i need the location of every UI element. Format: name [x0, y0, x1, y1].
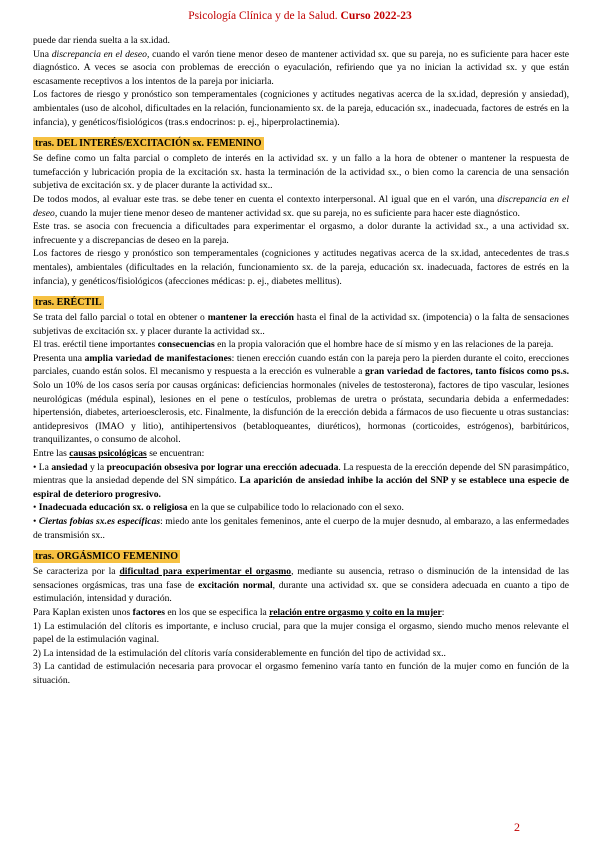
text-span: Se caracteriza por la — [33, 566, 120, 578]
s3-paragraph-1 — [33, 565, 569, 606]
s1-paragraph-3: Este tras. se asocia con frecuencia a dificultades para experimentar el orgasmo, a dolor durante la actividad sx., a una actividad sx. infrecuente y a discrepancias de deseo en la pareja. — [33, 221, 569, 246]
bold-text: Inadecuada educación sx. o religiosa — [38, 502, 188, 514]
bold-text: ansiedad — [51, 461, 88, 473]
bold-text: mantener la erección — [207, 312, 294, 324]
intro-paragraph-3: Los factores de riesgo y pronóstico son temperamentales (cogniciones y actitudes negativas acerca de la sx.idad, depresión y ansiedad), ambientales (uso de alcohol, dificultades en la relación, funcionamiento sx. de la pareja, educación sx., inadecuada, factores de estrés en la infancia), y genéticos/fisiológicos (tras.s endocrinos: p. ej., hiperprolactinemia). — [33, 89, 569, 128]
text-span: en los que se especifica la — [164, 606, 270, 618]
text-span: Una — [33, 48, 52, 60]
bold-text: gran variedad de factores, tanto físicos como ps.s. — [365, 366, 569, 378]
text-span: en la propia valoración que el hombre hace de sí mismo y en las relaciones de la pareja. — [214, 339, 554, 351]
s1-paragraph-2 — [33, 193, 569, 220]
emphasis-text: discrepancia en el deseo — [51, 48, 147, 60]
s2-paragraph-1 — [33, 311, 569, 338]
text-span: : miedo ante los genitales femeninos, ante el cuerpo de la mujer desnudo, al embarazo, a las enfermedades de transmisión sx.. — [33, 516, 569, 541]
bold-text: excitación normal — [198, 579, 273, 591]
bold-text: preocupación obsesiva por lograr una erección adecuada — [106, 461, 339, 473]
s3-list-item-3: 3) La cantidad de estimulación necesaria para provocar el orgasmo femenino varía tanto en función de la mujer como en función de la situación. — [33, 661, 569, 686]
text-span: Presenta una — [33, 352, 85, 364]
text-span: . La respuesta de la erección depende del SN parasimpático, mientras que la ansiedad depende del SN simpático. — [33, 461, 569, 487]
text-span: , cuando el varón tiene menor deseo de mantener actividad sx. que su pareja, no es suficiente para hacer este diagnóstico. A veces se asocia con problemas de erección o eyaculación, refiriendo que ya no inician la actividad sx. y que están escasamente receptivos a los intentos de la pareja por iniciarla. — [33, 48, 570, 87]
s2-bullet-1 — [33, 461, 569, 502]
s2-bullet-2 — [33, 501, 569, 515]
text-span: Se trata del fallo parcial o total en obtener o — [33, 312, 208, 324]
bold-text: consecuencias — [157, 339, 215, 351]
s3-list-item-1: 1) La estimulación del clítoris es importante, e incluso crucial, para que la mujer consiga el orgasmo, siendo mucho menos relevante el papel de la estimulación vaginal. — [33, 620, 569, 646]
text-span: El tras. eréctil tiene importantes — [33, 339, 158, 351]
text-span: se encuentran: — [146, 448, 205, 460]
document-body — [33, 34, 569, 688]
bold-underlined-text: dificultad para experimentar el orgasmo — [119, 566, 292, 578]
text-span: • La — [33, 461, 52, 473]
s2-bullet-3 — [33, 515, 569, 542]
text-span: • — [33, 502, 39, 514]
text-span: en la que se culpabilice todo lo relacionado con el sexo. — [187, 502, 404, 514]
text-span: Entre las — [33, 448, 70, 460]
section-heading-orgasmico-femenino: tras. ORGÁSMICO FEMENINO — [35, 551, 179, 563]
header-title: Psicología Clínica y de la Salud. — [188, 10, 338, 22]
intro-paragraph-1: puede dar rienda suelta a la sx.idad. — [33, 35, 170, 46]
text-span: , mediante su ausencia, retraso o disminución de la intensidad de las sensaciones orgásmicas, tras una fase de — [33, 566, 569, 591]
s1-paragraph-4: Los factores de riesgo y pronóstico son temperamentales (cogniciones y actitudes negativas acerca de la sx.idad, antecedentes de tras.s mentales), ambientales (dificultades en la relación, funcionamiento sx. de la pareja, educación sx. inadecuada, factores de estrés en la infancia), y genéticos/fisiológicos (afecciones médicas: p. ej., diabetes mellitus). — [33, 248, 569, 287]
section-heading-erectil: tras. ERÉCTIL — [35, 297, 102, 309]
text-span: , durante una actividad sx. que se considera adecuada en cuanto a tipo de estimulación, intensidad y duración. — [33, 579, 569, 605]
emphasis-text: discrepancia en el deseo — [33, 193, 569, 219]
header-course: Curso 2022-23 — [340, 10, 412, 22]
bold-underlined-text: relación entre orgasmo y coito en la mujer — [269, 606, 442, 618]
s1-paragraph-1: Se define como un falta parcial o completo de interés en la actividad sx. y un fallo a la hora de obtener o mantener la respuesta de tumefacción y lubricación propia de la excitación sx. hasta la terminación de la actividad sx., o bien como la carencia de una sensación subjetiva de excitación sx. y de placer durante la actividad sx.. — [33, 153, 569, 192]
text-span: : tienen erección cuando están con la pareja pero la pierden durante el coito, erecciones parciales, cuando están solos. El mecanismo y respuesta a la erección es vulnerable a — [33, 352, 569, 378]
section-heading-interes-excitacion: tras. DEL INTERÉS/EXCITACIÓN sx. FEMENINO — [35, 138, 262, 150]
page-number: 2 — [514, 820, 520, 834]
text-span: y la — [87, 461, 107, 473]
bold-italic-text: Ciertas fobias sx.es específicas — [38, 516, 161, 527]
page-header — [0, 10, 600, 22]
intro-paragraph-2 — [33, 48, 569, 89]
text-span: • — [33, 516, 39, 527]
s2-paragraph-2 — [33, 338, 569, 352]
s3-list-item-2: 2) La intensidad de la estimulación del clítoris varía considerablemente en función del tipo de actividad sx.. — [33, 647, 446, 659]
bold-underlined-text: causas psicológicas — [69, 448, 147, 460]
s3-paragraph-2 — [33, 606, 569, 620]
text-span: : — [441, 606, 445, 618]
bold-text: factores — [132, 606, 165, 618]
bold-text: La aparición de ansiedad inhibe la acción del SNP y se establece una especie de espiral de deterioro progresivo. — [33, 475, 570, 500]
text-span: Solo un 10% de los casos sería por causas orgánicas: deficiencias hormonales (niveles de testosterona), factores de tipo vascular, lesiones neurológicas (médula espinal), lesiones en el pene o testículos, problemas de uretra o próstata, secundaria debida a enfermedades: hipertensión, diabetes, arterioesclerosis, etc. Finalmente, la disfunción de la erección debida a fármacos de uso fiecuente u otras sustancias: antidepresivos (IMAO y litio), antihipertensivos (betabloqueantes, diuréticos), hormonas (corticoides, estrógenos), barbitúricos, tranquilizantes, o consumo de alcohol. — [33, 380, 569, 446]
s2-paragraph-4 — [33, 447, 569, 461]
text-span: , cuando la mujer tiene menor deseo de mantener actividad sx. que su pareja, no es suficiente para hacer este diagnóstico. — [54, 207, 520, 219]
bold-text: amplia variedad de manifestaciones — [84, 352, 232, 364]
text-span: hasta el final de la actividad sx. (impotencia) o la falta de sensaciones subjetivas de excitación sx. y placer durante la actividad sx.. — [33, 312, 569, 337]
text-span: Para Kaplan existen unos — [33, 606, 133, 618]
text-span: De todos modos, al evaluar este tras. se debe tener en cuenta el contexto interpersonal. Al igual que en el varón, una — [33, 193, 498, 205]
s2-paragraph-3 — [33, 352, 569, 447]
